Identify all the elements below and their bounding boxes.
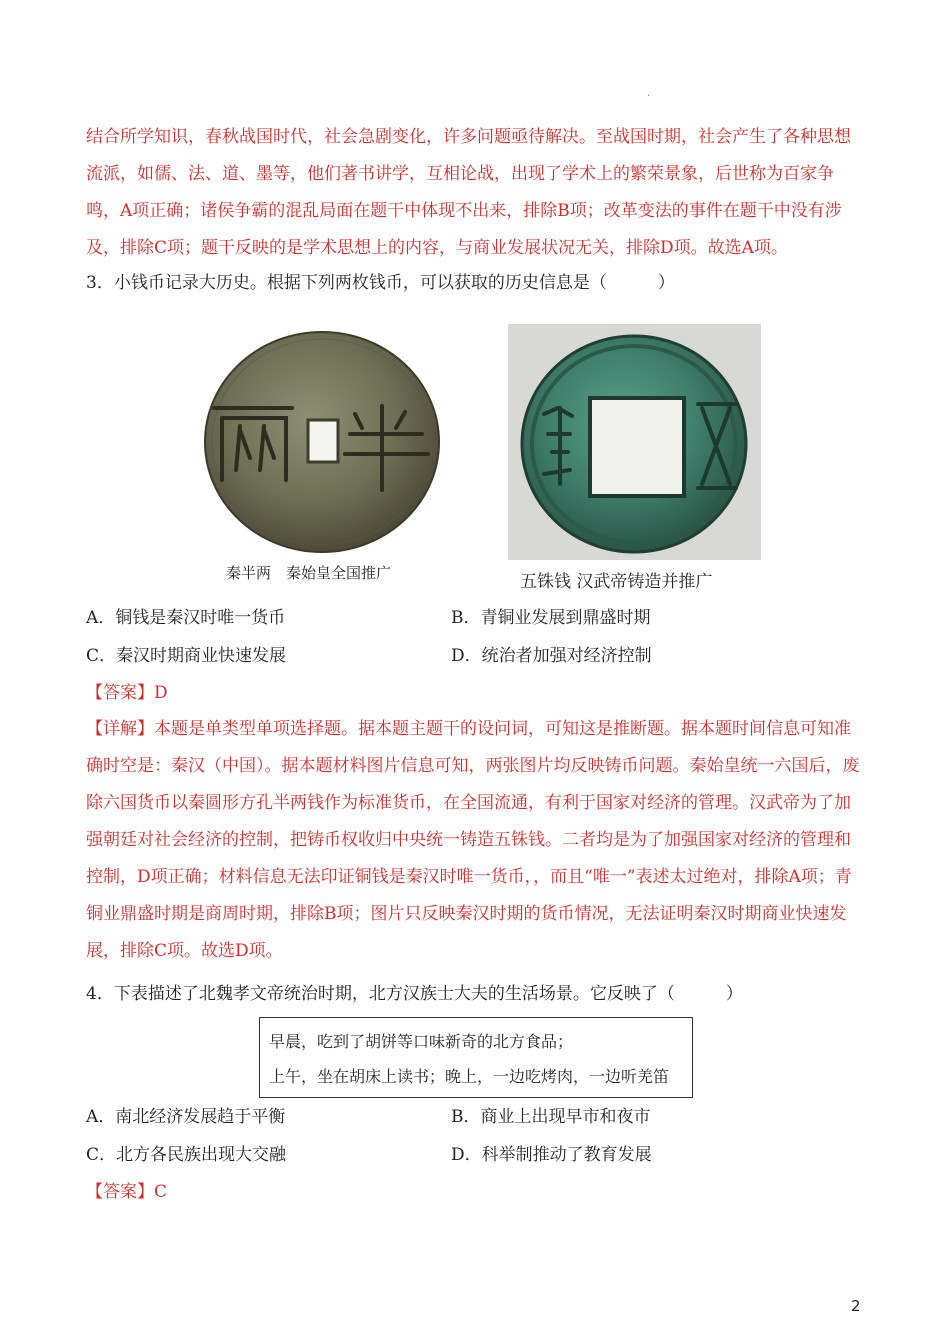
q4-option-c: C．北方各民族出现大交融 <box>86 1145 287 1165</box>
coin2-caption: 五铢钱 汉武帝铸造并推广 <box>520 572 713 592</box>
q3-answer-tag: 【答案】 <box>86 683 154 703</box>
q4-option-b: B．商业上出现早市和夜市 <box>451 1107 651 1127</box>
q4-option-a: A．南北经济发展趋于平衡 <box>86 1107 286 1127</box>
q3-answer-line <box>86 681 168 705</box>
dot-mark: . <box>647 88 651 99</box>
q3-option-a: A．铜钱是秦汉时唯一货币 <box>86 608 286 628</box>
q4-option-d: D．科举制推动了教育发展 <box>451 1145 652 1165</box>
q4-answer-value: C <box>154 1182 168 1202</box>
q4-table-line-2: 上午，坐在胡床上读书；晚上，一边吃烤肉，一边听羌笛 <box>269 1067 670 1086</box>
coin2-image <box>508 324 761 560</box>
q4-answer-line <box>86 1180 167 1204</box>
q4-answer-tag: 【答案】 <box>86 1182 154 1202</box>
q2-explanation: 结合所学知识，春秋战国时代，社会急剧变化，许多问题亟待解决。至战国时期，社会产生了各种思想流派，如儒、法、道、墨等，他们著书讲学，互相论战，出现了学术上的繁荣景象，后世称为百家争鸣，A项正确；诸侯争霸的混乱局面在题干中体现不出来，排除B项；改革变法的事件在题干中没有涉及，排除C项；题干反映的是学术思想上的内容，与商业发展状况无关，排除D项。故选A项。 <box>86 127 851 258</box>
coin1-caption: 秦半两 秦始皇全国推广 <box>226 564 392 582</box>
q3-detail-text: 本题是单类型单项选择题。据本题主题干的设问词，可知这是推断题。据本题时间信息可知准确时空是：秦汉（中国）。据本题材料图片信息可知，两张图片均反映铸币问题。秦始皇统一六国后，废除六国货币以秦圆形方孔半两钱作为标准货币，在全国流通，有利于国家对经济的管理。汉武帝为了加强朝廷对社会经济的控制，把铸币权收归中央统一铸造五铢钱。二者均是为了加强国家对经济的管理和控制，D项正确；材料信息无法印证铜钱是秦汉时唯一货币，，而且“唯一”表述太过绝对，排除A项；青铜业鼎盛时期是商周时期，排除B项；图片只反映秦汉时期的货币情况，无法证明秦汉时期商业快速发展，排除C项。故选D项。 <box>86 719 860 961</box>
q4-stem: 4．下表描述了北魏孝文帝统治时期，北方汉族士大夫的生活场景。它反映了（ ） <box>86 984 743 1004</box>
q3-answer-value: D <box>154 683 168 703</box>
coin1-image <box>200 330 445 555</box>
q4-scene-table <box>259 1017 693 1098</box>
q3-option-c: C．秦汉时期商业快速发展 <box>86 646 287 666</box>
q3-detail <box>86 711 864 970</box>
q3-detail-tag: 【详解】 <box>86 719 154 739</box>
wuzhu-coin-icon <box>508 324 761 560</box>
page-number: 2 <box>851 1297 861 1315</box>
q3-option-d: D．统治者加强对经济控制 <box>451 646 652 666</box>
q3-option-b: B．青铜业发展到鼎盛时期 <box>451 608 651 628</box>
q4-table-line-1: 早晨，吃到了胡饼等口味新奇的北方食品； <box>269 1032 574 1051</box>
banliang-coin-icon <box>200 330 445 555</box>
q3-stem: 3．小钱币记录大历史。根据下列两枚钱币，可以获取的历史信息是（ ） <box>86 273 675 293</box>
